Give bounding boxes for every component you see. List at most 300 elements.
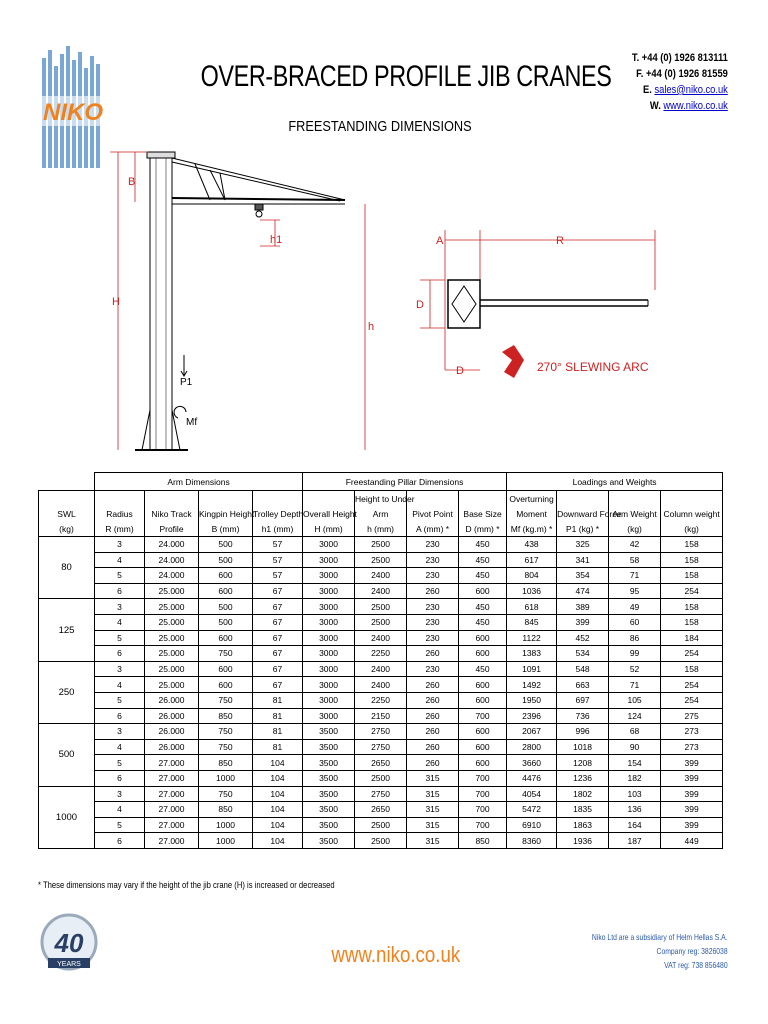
table-cell: 341 — [557, 552, 609, 568]
table-cell: 25.000 — [145, 646, 199, 662]
table-cell: 750 — [199, 724, 253, 740]
table-cell: 67 — [253, 677, 303, 693]
label-A: A — [436, 235, 444, 247]
table-cell: 275 — [661, 708, 723, 724]
table-cell: 5 — [95, 692, 145, 708]
group-loadings-weights: Loadings and Weights — [507, 473, 723, 491]
spec-table — [38, 472, 723, 849]
table-cell: 2500 — [355, 614, 407, 630]
table-cell: 158 — [661, 661, 723, 677]
table-row — [39, 770, 723, 786]
table-cell: 450 — [459, 614, 507, 630]
column-header: P1 (kg) * — [557, 521, 609, 537]
table-cell: 260 — [407, 583, 459, 599]
table-cell: 548 — [557, 661, 609, 677]
table-cell: 104 — [253, 817, 303, 833]
table-row — [39, 537, 723, 553]
table-cell: 449 — [661, 833, 723, 849]
table-cell: 6 — [95, 833, 145, 849]
table-cell: 1236 — [557, 770, 609, 786]
table-cell: 67 — [253, 599, 303, 615]
table-cell: 4 — [95, 739, 145, 755]
table-cell: 750 — [199, 646, 253, 662]
table-cell: 81 — [253, 692, 303, 708]
table-cell: 260 — [407, 708, 459, 724]
column-header: Base Size — [459, 506, 507, 521]
contact-block — [632, 50, 728, 114]
column-header: Arm Weight — [609, 506, 661, 521]
label-h1: h1 — [270, 234, 283, 246]
table-cell: 1122 — [507, 630, 557, 646]
table-cell: 2400 — [355, 583, 407, 599]
table-cell: 6 — [95, 583, 145, 599]
table-cell: 1950 — [507, 692, 557, 708]
table-cell: 315 — [407, 833, 459, 849]
swl-cell: 1000 — [39, 786, 95, 848]
swl-cell: 80 — [39, 537, 95, 599]
table-cell: 25.000 — [145, 661, 199, 677]
table-cell: 230 — [407, 568, 459, 584]
table-cell: 81 — [253, 708, 303, 724]
header-row — [39, 506, 723, 521]
table-cell: 4476 — [507, 770, 557, 786]
table-cell: 24.000 — [145, 568, 199, 584]
table-cell: 850 — [459, 833, 507, 849]
table-cell: 68 — [609, 724, 661, 740]
column-header — [459, 491, 507, 507]
table-cell: 399 — [557, 614, 609, 630]
table-cell: 750 — [199, 786, 253, 802]
table-cell: 124 — [609, 708, 661, 724]
table-cell: 27.000 — [145, 817, 199, 833]
web-link[interactable]: www.niko.co.uk — [663, 100, 728, 112]
table-cell: 254 — [661, 646, 723, 662]
table-cell: 450 — [459, 599, 507, 615]
table-cell: 24.000 — [145, 537, 199, 553]
label-h: h — [368, 321, 375, 333]
column-header: h1 (mm) — [253, 521, 303, 537]
table-cell: 600 — [459, 677, 507, 693]
table-cell: 27.000 — [145, 833, 199, 849]
table-cell: 3000 — [303, 661, 355, 677]
svg-text:NIKO: NIKO — [43, 99, 103, 126]
table-cell: 1936 — [557, 833, 609, 849]
table-cell: 86 — [609, 630, 661, 646]
table-cell: 3500 — [303, 802, 355, 818]
table-cell: 230 — [407, 614, 459, 630]
table-cell: 1018 — [557, 739, 609, 755]
column-header — [145, 491, 199, 507]
label-P1: P1 — [180, 377, 193, 388]
table-cell: 230 — [407, 630, 459, 646]
table-cell: 2650 — [355, 802, 407, 818]
swl-cell: 500 — [39, 724, 95, 786]
table-cell: 2250 — [355, 692, 407, 708]
column-header: A (mm) * — [407, 521, 459, 537]
table-cell: 99 — [609, 646, 661, 662]
table-cell: 3500 — [303, 739, 355, 755]
table-cell: 3500 — [303, 724, 355, 740]
table-cell: 26.000 — [145, 739, 199, 755]
corp-line-3: VAT reg: 738 856480 — [664, 960, 728, 970]
table-cell: 1383 — [507, 646, 557, 662]
table-cell: 81 — [253, 739, 303, 755]
table-row — [39, 817, 723, 833]
table-cell: 57 — [253, 537, 303, 553]
table-cell: 750 — [199, 692, 253, 708]
label-D: D — [416, 299, 424, 311]
table-cell: 2500 — [355, 537, 407, 553]
table-row — [39, 583, 723, 599]
column-header — [39, 491, 95, 507]
table-cell: 438 — [507, 537, 557, 553]
column-header: D (mm) * — [459, 521, 507, 537]
table-cell: 354 — [557, 568, 609, 584]
table-cell: 273 — [661, 724, 723, 740]
label-D2: D — [456, 365, 464, 377]
table-cell: 27.000 — [145, 755, 199, 771]
table-cell: 3000 — [303, 614, 355, 630]
footnote: * These dimensions may vary if the height of the jib crane (H) is increased or decreased — [38, 880, 335, 890]
table-cell: 67 — [253, 630, 303, 646]
table-cell: 95 — [609, 583, 661, 599]
table-cell: 104 — [253, 833, 303, 849]
table-row — [39, 614, 723, 630]
table-cell: 5472 — [507, 802, 557, 818]
table-cell: 4 — [95, 614, 145, 630]
column-header: R (mm) — [95, 521, 145, 537]
table-cell: 25.000 — [145, 614, 199, 630]
table-cell: 42 — [609, 537, 661, 553]
slewing-arc-icon — [502, 345, 524, 378]
table-cell: 2750 — [355, 786, 407, 802]
table-cell: 2750 — [355, 724, 407, 740]
table-row — [39, 568, 723, 584]
table-row — [39, 552, 723, 568]
table-cell: 2067 — [507, 724, 557, 740]
table-cell: 105 — [609, 692, 661, 708]
corp-line-2: Company reg: 3826038 — [656, 946, 728, 956]
table-cell: 3660 — [507, 755, 557, 771]
table-cell: 399 — [661, 817, 723, 833]
table-cell: 399 — [661, 802, 723, 818]
column-header: (kg) — [661, 521, 723, 537]
table-cell: 71 — [609, 568, 661, 584]
group-arm-dimensions: Arm Dimensions — [95, 473, 303, 491]
table-cell: 3500 — [303, 786, 355, 802]
table-cell: 3000 — [303, 646, 355, 662]
table-cell: 1835 — [557, 802, 609, 818]
table-cell: 3500 — [303, 833, 355, 849]
label-slewing: 270° SLEWING ARC — [537, 360, 649, 374]
table-cell: 1036 — [507, 583, 557, 599]
table-cell: 450 — [459, 537, 507, 553]
table-cell: 6910 — [507, 817, 557, 833]
swl-cell: 250 — [39, 661, 95, 723]
table-cell: 534 — [557, 646, 609, 662]
table-cell: 24.000 — [145, 552, 199, 568]
table-cell: 1000 — [199, 770, 253, 786]
table-cell: 254 — [661, 583, 723, 599]
header-row — [39, 521, 723, 537]
table-cell: 2400 — [355, 630, 407, 646]
table-cell: 104 — [253, 770, 303, 786]
table-cell: 3500 — [303, 770, 355, 786]
table-cell: 3000 — [303, 568, 355, 584]
table-cell: 260 — [407, 646, 459, 662]
table-cell: 5 — [95, 630, 145, 646]
table-cell: 6 — [95, 646, 145, 662]
table-cell: 3 — [95, 661, 145, 677]
table-cell: 600 — [199, 677, 253, 693]
table-cell: 618 — [507, 599, 557, 615]
column-header — [609, 491, 661, 507]
column-header: Downward Force — [557, 506, 609, 521]
table-cell: 6 — [95, 770, 145, 786]
email-label: E. — [643, 84, 652, 96]
table-cell: 3000 — [303, 583, 355, 599]
table-cell: 184 — [661, 630, 723, 646]
table-cell: 1802 — [557, 786, 609, 802]
table-cell: 2500 — [355, 817, 407, 833]
table-cell: 474 — [557, 583, 609, 599]
table-cell: 57 — [253, 568, 303, 584]
table-cell: 3500 — [303, 755, 355, 771]
table-cell: 5 — [95, 755, 145, 771]
jib-crane-drawing — [100, 140, 660, 460]
column-header — [199, 491, 253, 507]
table-cell: 230 — [407, 552, 459, 568]
table-cell: 4 — [95, 802, 145, 818]
column-header: Pivot Point — [407, 506, 459, 521]
table-cell: 2500 — [355, 833, 407, 849]
table-cell: 600 — [459, 739, 507, 755]
table-cell: 399 — [661, 786, 723, 802]
contact-tel: T. +44 (0) 1926 813111 — [632, 52, 728, 64]
column-header: B (mm) — [199, 521, 253, 537]
table-cell: 67 — [253, 614, 303, 630]
table-cell: 3000 — [303, 630, 355, 646]
table-cell: 260 — [407, 724, 459, 740]
table-cell: 850 — [199, 708, 253, 724]
table-cell: 450 — [459, 661, 507, 677]
table-cell: 57 — [253, 552, 303, 568]
table-cell: 1208 — [557, 755, 609, 771]
table-cell: 158 — [661, 568, 723, 584]
column-header: Column weight — [661, 506, 723, 521]
column-header: Radius — [95, 506, 145, 521]
column-header: Overall Height — [303, 506, 355, 521]
table-row — [39, 786, 723, 802]
table-cell: 136 — [609, 802, 661, 818]
table-cell: 1000 — [199, 833, 253, 849]
table-cell: 27.000 — [145, 770, 199, 786]
table-cell: 3000 — [303, 692, 355, 708]
anniversary-badge — [38, 912, 100, 978]
table-row — [39, 802, 723, 818]
table-cell: 4054 — [507, 786, 557, 802]
table-cell: 27.000 — [145, 802, 199, 818]
table-cell: 600 — [199, 568, 253, 584]
table-cell: 230 — [407, 537, 459, 553]
table-cell: 2500 — [355, 599, 407, 615]
table-cell: 1492 — [507, 677, 557, 693]
column-header: Kingpin Height — [199, 506, 253, 521]
table-cell: 600 — [459, 692, 507, 708]
column-header — [95, 491, 145, 507]
table-cell: 2500 — [355, 552, 407, 568]
table-cell: 3 — [95, 786, 145, 802]
table-cell: 996 — [557, 724, 609, 740]
table-row — [39, 739, 723, 755]
table-cell: 25.000 — [145, 630, 199, 646]
table-cell: 254 — [661, 692, 723, 708]
label-b: B — [128, 176, 136, 188]
table-cell: 399 — [661, 770, 723, 786]
column-header — [303, 491, 355, 507]
column-header: (kg) — [39, 521, 95, 537]
table-cell: 600 — [459, 583, 507, 599]
table-cell: 2500 — [355, 770, 407, 786]
table-cell: 3000 — [303, 599, 355, 615]
table-cell: 697 — [557, 692, 609, 708]
table-cell: 104 — [253, 802, 303, 818]
table-cell: 154 — [609, 755, 661, 771]
table-cell: 158 — [661, 614, 723, 630]
table-cell: 389 — [557, 599, 609, 615]
table-cell: 67 — [253, 583, 303, 599]
table-cell: 25.000 — [145, 599, 199, 615]
table-cell: 6 — [95, 708, 145, 724]
table-cell: 273 — [661, 739, 723, 755]
table-cell: 850 — [199, 802, 253, 818]
table-cell: 3 — [95, 724, 145, 740]
table-cell: 850 — [199, 755, 253, 771]
svg-text:40: 40 — [54, 928, 84, 958]
web-label: W. — [650, 100, 661, 112]
group-pillar-dimensions: Freestanding Pillar Dimensions — [303, 473, 507, 491]
email-link[interactable]: sales@niko.co.uk — [654, 84, 728, 96]
contact-fax: F. +44 (0) 1926 81559 — [636, 68, 728, 80]
column-header: SWL — [39, 506, 95, 521]
table-cell: 71 — [609, 677, 661, 693]
table-cell: 3 — [95, 537, 145, 553]
table-cell: 187 — [609, 833, 661, 849]
table-cell: 81 — [253, 724, 303, 740]
table-cell: 600 — [199, 630, 253, 646]
table-cell: 1863 — [557, 817, 609, 833]
table-cell: 260 — [407, 739, 459, 755]
table-cell: 67 — [253, 646, 303, 662]
table-cell: 845 — [507, 614, 557, 630]
table-cell: 2800 — [507, 739, 557, 755]
column-header: Niko Track — [145, 506, 199, 521]
table-cell: 700 — [459, 770, 507, 786]
table-cell: 230 — [407, 599, 459, 615]
table-cell: 3000 — [303, 708, 355, 724]
table-cell: 2650 — [355, 755, 407, 771]
column-header: Profile — [145, 521, 199, 537]
table-cell: 617 — [507, 552, 557, 568]
table-cell: 3000 — [303, 537, 355, 553]
column-header: Trolley Depth — [253, 506, 303, 521]
table-cell: 1000 — [199, 817, 253, 833]
table-cell: 2250 — [355, 646, 407, 662]
table-cell: 452 — [557, 630, 609, 646]
table-cell: 315 — [407, 786, 459, 802]
column-header: h (mm) — [355, 521, 407, 537]
table-cell: 600 — [459, 724, 507, 740]
table-cell: 4 — [95, 677, 145, 693]
table-cell: 26.000 — [145, 724, 199, 740]
table-cell: 315 — [407, 770, 459, 786]
table-row — [39, 599, 723, 615]
table-cell: 8360 — [507, 833, 557, 849]
table-cell: 158 — [661, 537, 723, 553]
table-cell: 600 — [459, 755, 507, 771]
table-cell: 700 — [459, 708, 507, 724]
table-cell: 25.000 — [145, 677, 199, 693]
table-cell: 182 — [609, 770, 661, 786]
table-cell: 736 — [557, 708, 609, 724]
table-cell: 260 — [407, 677, 459, 693]
table-cell: 315 — [407, 802, 459, 818]
table-cell: 260 — [407, 692, 459, 708]
column-header: (kg) — [609, 521, 661, 537]
table-row — [39, 833, 723, 849]
table-cell: 3000 — [303, 552, 355, 568]
table-cell: 700 — [459, 786, 507, 802]
table-cell: 700 — [459, 802, 507, 818]
svg-text:YEARS: YEARS — [57, 961, 81, 968]
table-cell: 5 — [95, 817, 145, 833]
table-cell: 26.000 — [145, 692, 199, 708]
table-cell: 600 — [199, 583, 253, 599]
table-cell: 399 — [661, 755, 723, 771]
footer-website[interactable]: www.niko.co.uk — [331, 942, 461, 967]
table-cell: 2750 — [355, 739, 407, 755]
column-header: Arm — [355, 506, 407, 521]
table-cell: 58 — [609, 552, 661, 568]
column-header — [253, 491, 303, 507]
table-cell: 103 — [609, 786, 661, 802]
table-cell: 67 — [253, 661, 303, 677]
corporate-info — [592, 930, 728, 972]
table-cell: 500 — [199, 614, 253, 630]
corp-line-1: Niko Ltd are a subsidiary of Helm Hellas S.A. — [592, 932, 728, 942]
table-cell: 663 — [557, 677, 609, 693]
column-header: Height to Under — [355, 491, 407, 507]
page-subtitle: FREESTANDING DIMENSIONS — [288, 118, 472, 135]
table-cell: 27.000 — [145, 786, 199, 802]
table-cell: 104 — [253, 755, 303, 771]
table-cell: 49 — [609, 599, 661, 615]
table-row — [39, 661, 723, 677]
table-cell: 600 — [459, 646, 507, 662]
table-cell: 700 — [459, 817, 507, 833]
column-header: H (mm) — [303, 521, 355, 537]
table-cell: 158 — [661, 599, 723, 615]
table-cell: 3000 — [303, 677, 355, 693]
table-cell: 60 — [609, 614, 661, 630]
table-cell: 3 — [95, 599, 145, 615]
table-cell: 450 — [459, 552, 507, 568]
table-cell: 25.000 — [145, 583, 199, 599]
table-cell: 1091 — [507, 661, 557, 677]
table-row — [39, 677, 723, 693]
table-cell: 254 — [661, 677, 723, 693]
column-header — [661, 491, 723, 507]
